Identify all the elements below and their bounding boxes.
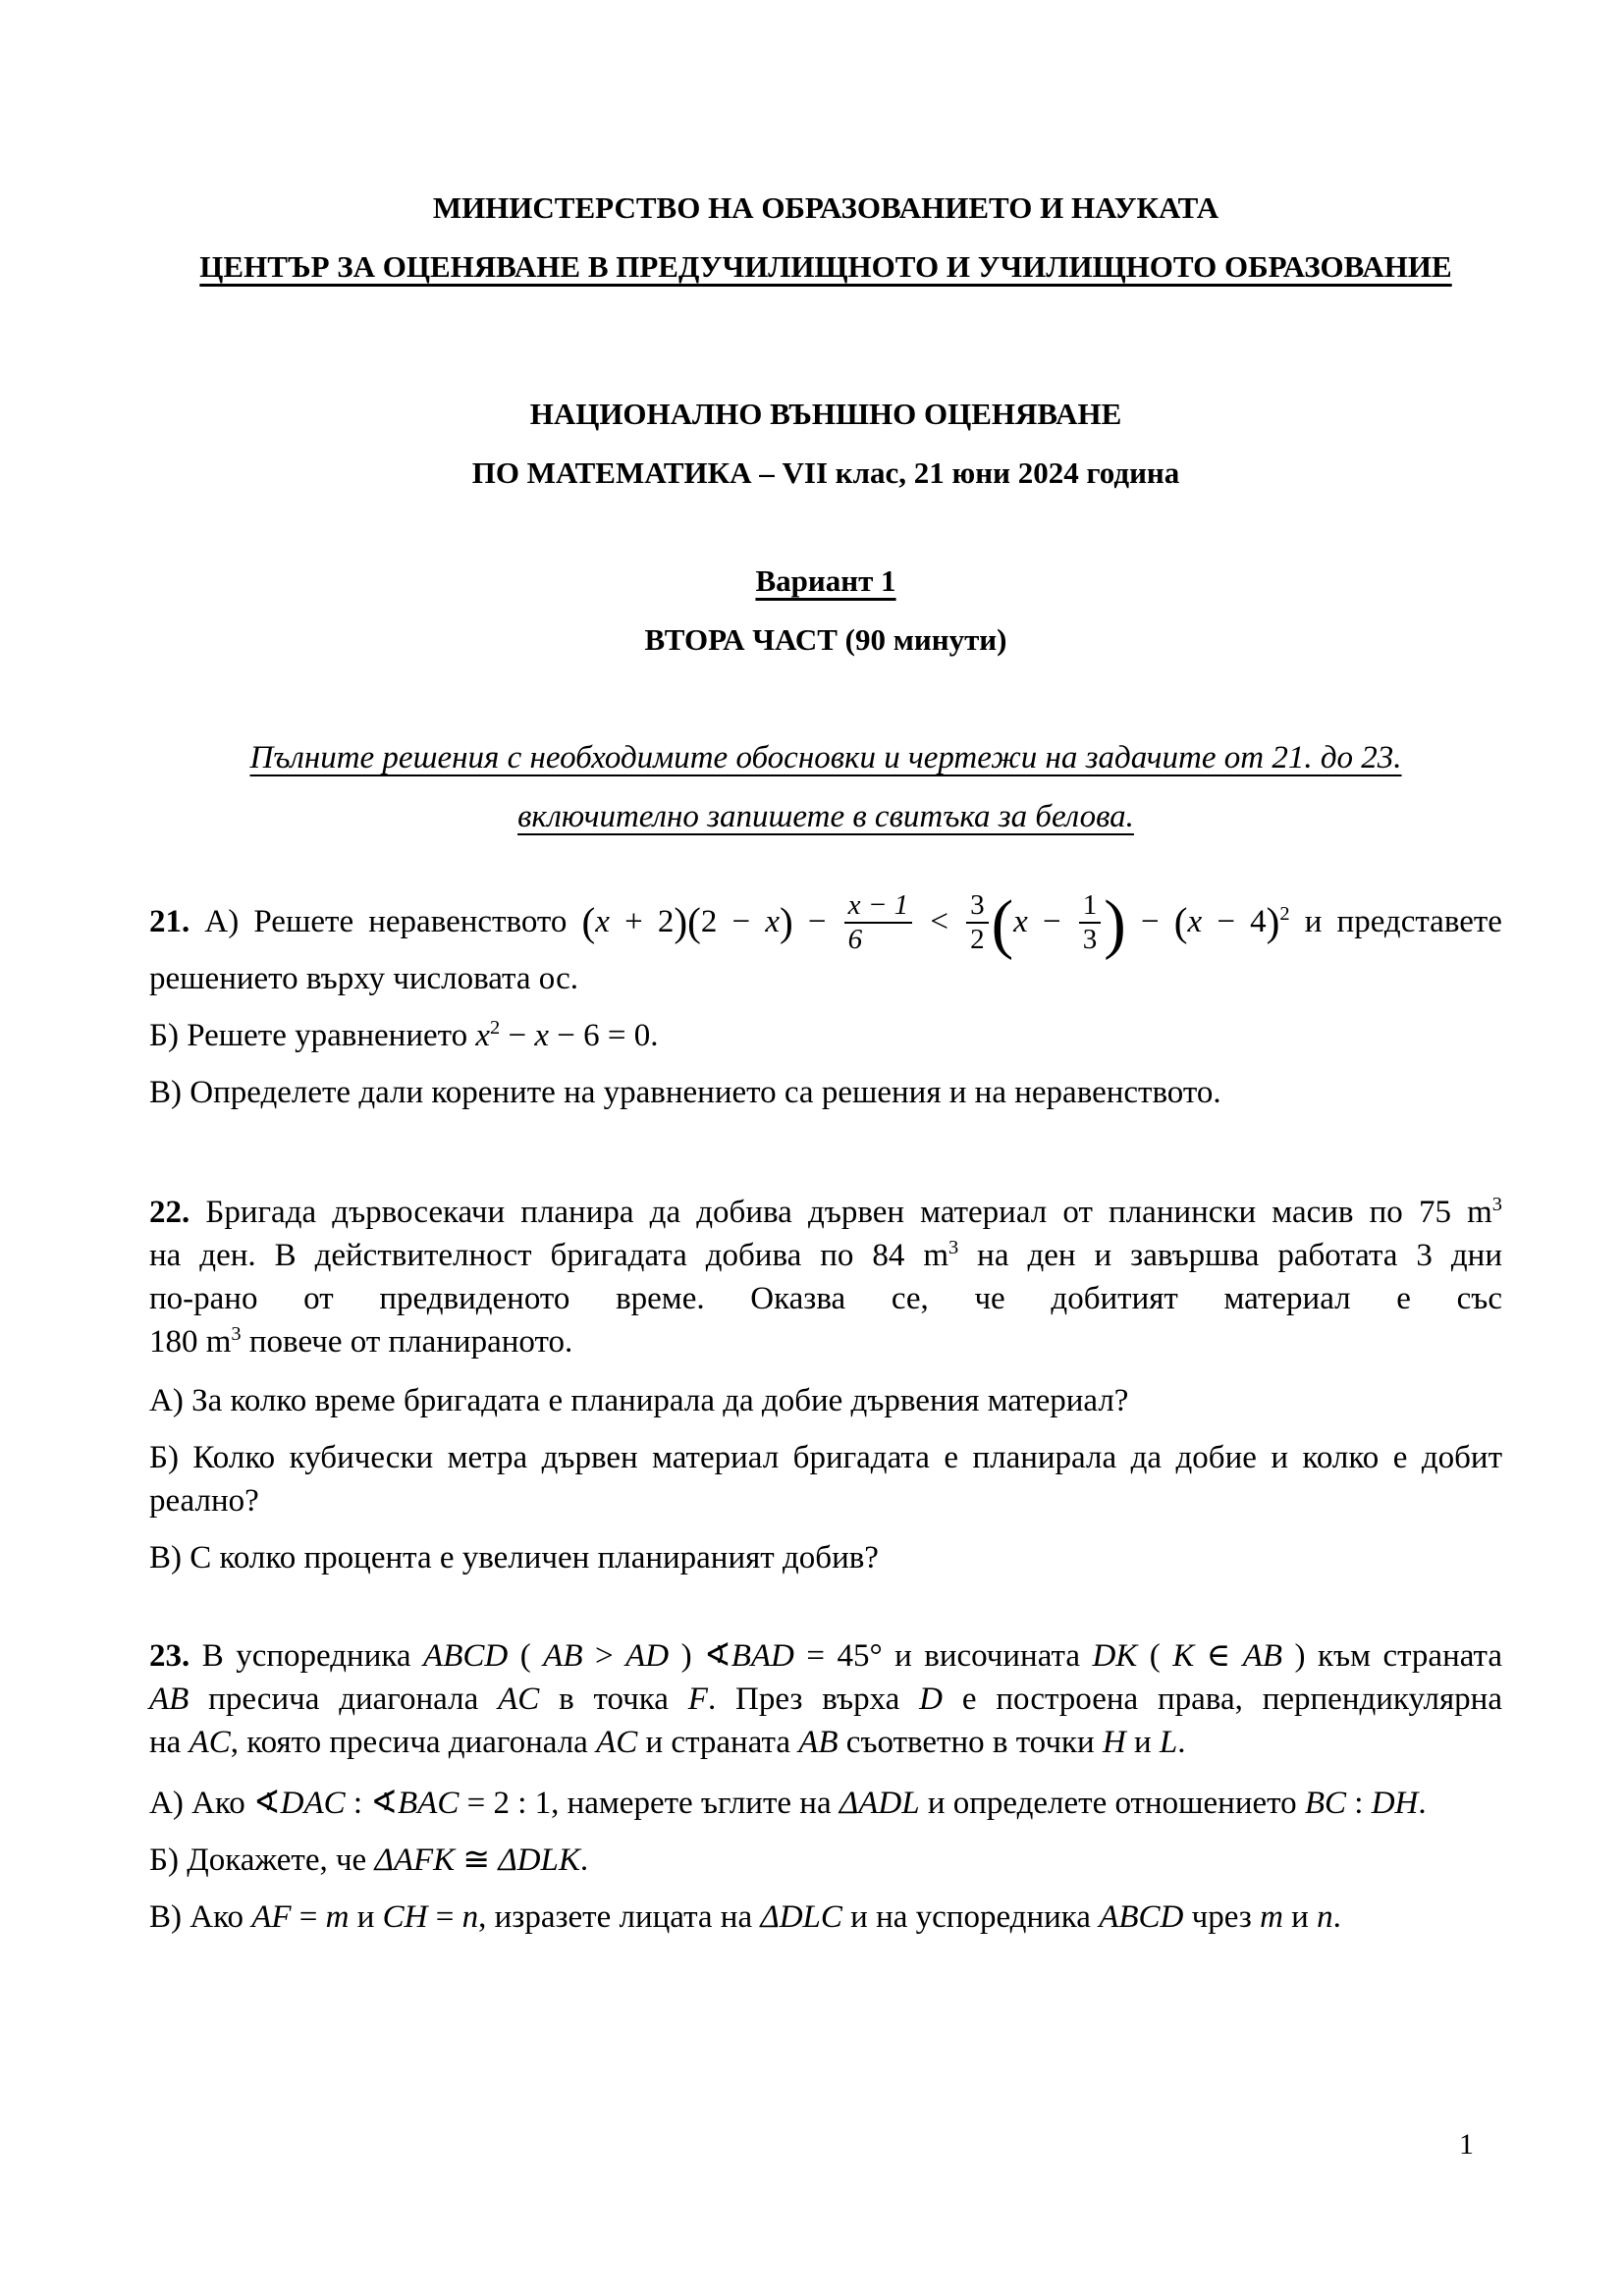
ministry-header: МИНИСТЕРСТВО НА ОБРАЗОВАНИЕТО И НАУКАТА — [432, 190, 1219, 225]
problem-21-statement-line-1: 21. А) Решете неравенството (x + 2)(2 − x) − $\frac{x - 1}{6}$ < $\frac{3}{2}$ (x − $\frac{1}{3}$ ) − $(x - 4)^2$ и представете — [149, 886, 1502, 961]
problem-22-statement-line-2: на ден. В действителност бригадата добива по 84 $m^3$ на ден и завършва работата 3 дни — [149, 1237, 1502, 1274]
problem-23-statement-line-2: AB пресича диагонала AC в точка F. През върха D е построена права, перпендикулярна — [149, 1682, 1502, 1718]
problem-22-sub-b-line-1: Б) Колко кубически метра дървен материал бригадата е планирала да добие и колко е добит — [149, 1440, 1502, 1476]
center-header: ЦЕНТЪР ЗА ОЦЕНЯВАНЕ В ПРЕДУЧИЛИЩНОТО И УЧИЛИЩНОТО ОБРАЗОВАНИЕ — [199, 249, 1452, 284]
problem-23-statement-line-1: 23. В успоредника ABCD ( AB > AD ) ∢BAD = 45° и височината DK ( K ∈ AB ) към страната — [149, 1638, 1502, 1675]
instructions-line-1: Пълните решения с необходимите обосновки и чертежи на задачите от 21. до 23. — [249, 740, 1402, 775]
problem-23-sub-v: В) Ако AF = m и CH = n, изразете лицата на ΔDLC и на успоредника ABCD чрез m и n. — [149, 1899, 1341, 1936]
problem-21 — [149, 886, 1502, 1114]
problem-22-sub-b-line-2: реално? — [149, 1483, 259, 1520]
problem-23-statement-line-3: на AC, която пресича диагонала AC и страната AB съответно в точки H и L. — [149, 1725, 1186, 1761]
problem-22-statement-line-1: 22. Бригада дървосекачи планира да добива дървен материал от планински масив по 75 $m^3$ — [149, 1194, 1502, 1231]
document-body — [149, 187, 1502, 1939]
problem-22-statement-line-4: 180 $m^3$ повече от планираното. — [149, 1323, 573, 1361]
problem-23-sub-b: Б) Докажете, че ΔAFK ≅ ΔDLK. — [149, 1842, 589, 1879]
problem-22-sub-v: В) С колко процента е увеличен планираният добив? — [149, 1540, 879, 1576]
part-heading: ВТОРА ЧАСТ (90 минути) — [644, 622, 1007, 657]
problem-23 — [149, 1634, 1502, 1939]
problem-21-statement-line-2: решението върху числовата ос. — [149, 961, 578, 997]
problem-21-sub-v: В) Определете дали корените на уравнението са решения и на неравенството. — [149, 1075, 1221, 1111]
problem-22-sub-a: А) За колко време бригадата е планирала да добие дървения материал? — [149, 1383, 1129, 1419]
variant-heading: Вариант 1 — [755, 563, 896, 598]
problem-23-sub-a: А) Ако ∢DAC : ∢BAC = 2 : 1, намерете ъглите на ΔADL и определете отношението BC : DH. — [149, 1786, 1427, 1822]
problem-21-sub-b: Б) Решете уравнението $x^2 - x - 6 = 0$. — [149, 1017, 659, 1054]
problem-22-statement-line-3: по-рано от предвиденото време. Оказва се, че добитият материал е със — [149, 1281, 1502, 1317]
problem-22 — [149, 1191, 1502, 1579]
page-number: 1 — [1459, 2128, 1474, 2161]
instructions-line-2: включително запишете в свитъка за белова. — [517, 799, 1134, 834]
exam-subject-date: ПО МАТЕМАТИКА – VII клас, 21 юни 2024 година — [471, 455, 1180, 490]
exam-title: НАЦИОНАЛНО ВЪНШНО ОЦЕНЯВАНЕ — [529, 397, 1122, 431]
